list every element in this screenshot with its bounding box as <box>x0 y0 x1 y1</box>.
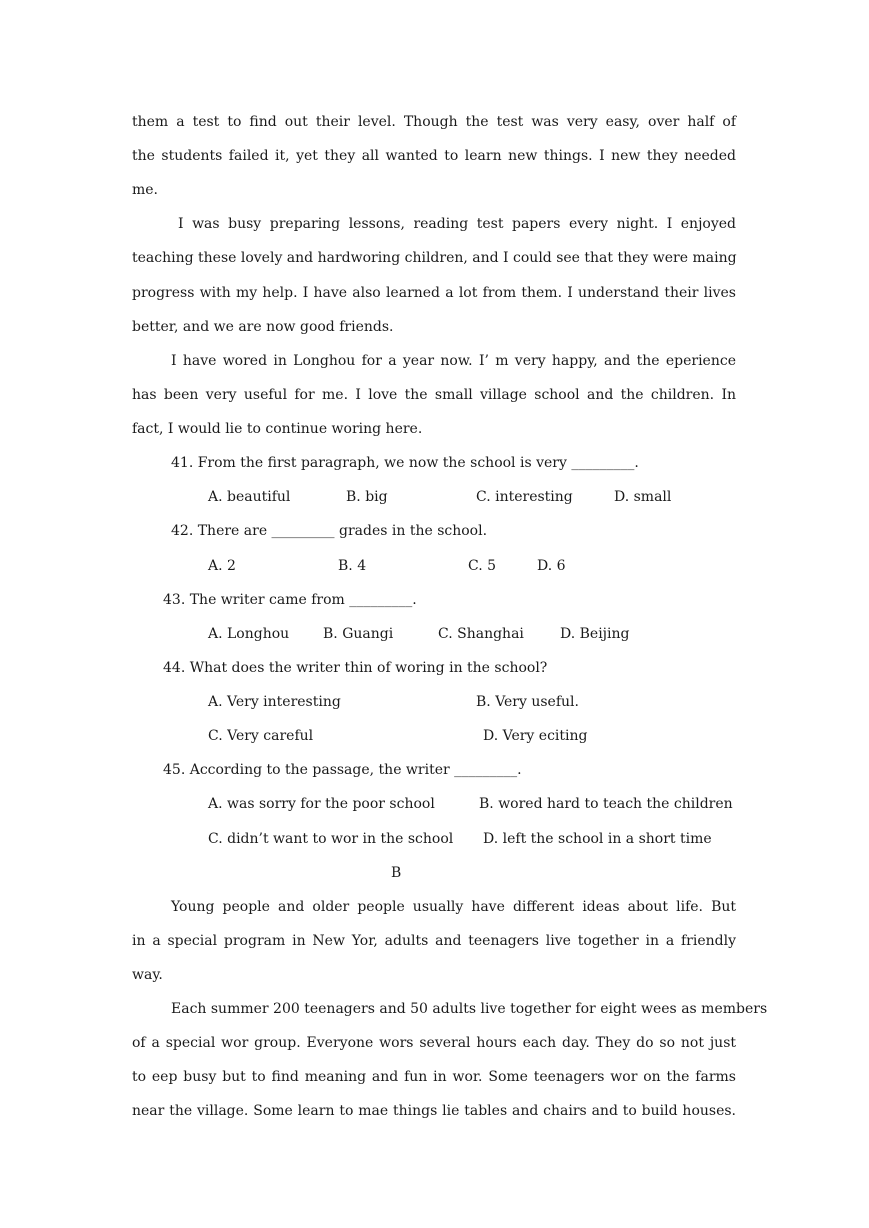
question-44-option-d: D. Very eciting <box>483 728 588 744</box>
passage-line: has been very useful for me. I love the small village school and the children. In <box>132 387 736 403</box>
question-41-option-c: C. interesting <box>476 489 573 505</box>
passage-line: in a special program in New Yor, adults and teenagers live together in a friendly <box>132 933 736 949</box>
passage-line: I was busy preparing lessons, reading test papers every night. I enjoyed <box>178 216 736 232</box>
passage-line: them a test to find out their level. Though the test was very easy, over half of <box>132 114 736 130</box>
question-43-option-a: A. Longhou <box>208 626 290 642</box>
passage-line: me. <box>132 182 159 198</box>
question-43-option-b: B. Guangi <box>323 626 394 642</box>
passage-line: Young people and older people usually have different ideas about life. But <box>171 899 736 915</box>
passage-line: Each summer 200 teenagers and 50 adults live together for eight wees as members <box>171 1001 768 1017</box>
question-44-option-c: C. Very careful <box>208 728 314 744</box>
question-45-option-c: C. didn’t want to wor in the school <box>208 831 454 847</box>
passage-line: fact, I would lie to continue woring here. <box>132 421 423 437</box>
question-42-option-a: A. 2 <box>208 558 236 574</box>
question-41-option-d: D. small <box>614 489 672 505</box>
question-45-option-d: D. left the school in a short time <box>483 831 712 847</box>
question-43-option-d: D. Beijing <box>560 626 630 642</box>
question-41-option-b: B. big <box>346 489 388 505</box>
question-41-stem: 41. From the first paragraph, we now the school is very _________. <box>171 455 639 471</box>
passage-line: near the village. Some learn to mae things lie tables and chairs and to build houses. <box>132 1103 736 1119</box>
question-45-stem: 45. According to the passage, the writer _________. <box>163 762 522 778</box>
passage-line: way. <box>132 967 163 983</box>
question-44-option-b: B. Very useful. <box>476 694 579 710</box>
question-42-option-d: D. 6 <box>537 558 566 574</box>
question-44-stem: 44. What does the writer thin of woring in the school? <box>163 660 548 676</box>
passage-line: to eep busy but to find meaning and fun in wor. Some teenagers wor on the farms <box>132 1069 736 1085</box>
section-b-heading: B <box>391 865 402 881</box>
passage-line: the students failed it, yet they all wanted to learn new things. I new they needed <box>132 148 736 164</box>
question-45-option-a: A. was sorry for the poor school <box>208 796 435 812</box>
passage-line: better, and we are now good friends. <box>132 319 394 335</box>
question-42-option-b: B. 4 <box>338 558 367 574</box>
question-43-option-c: C. Shanghai <box>438 626 524 642</box>
passage-line: of a special wor group. Everyone wors several hours each day. They do so not just <box>132 1035 736 1051</box>
question-44-option-a: A. Very interesting <box>208 694 341 710</box>
passage-line: I have wored in Longhou for a year now. I’ m very happy, and the eperience <box>171 353 736 369</box>
passage-line: teaching these lovely and hardworing children, and I could see that they were maing <box>132 250 737 266</box>
passage-line: progress with my help. I have also learned a lot from them. I understand their lives <box>132 285 736 301</box>
question-42-stem: 42. There are _________ grades in the school. <box>171 523 488 539</box>
question-45-option-b: B. wored hard to teach the children <box>479 796 733 812</box>
question-42-option-c: C. 5 <box>468 558 497 574</box>
question-43-stem: 43. The writer came from _________. <box>163 592 417 608</box>
question-41-option-a: A. beautiful <box>208 489 291 505</box>
